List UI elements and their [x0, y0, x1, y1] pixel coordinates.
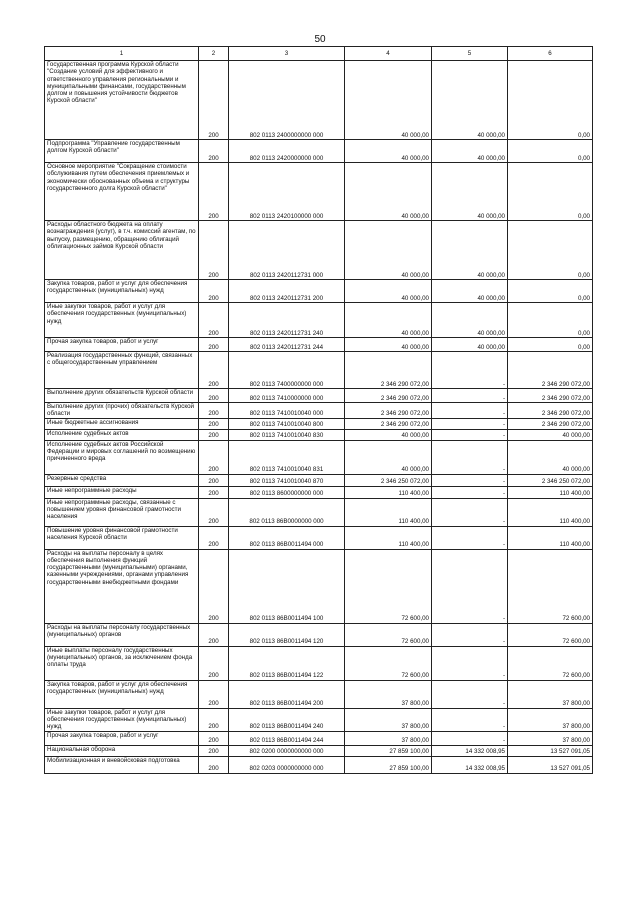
table-row	[45, 623, 593, 646]
row-code-200: 200	[199, 163, 229, 221]
row-value-approved: 27 859 100,00	[345, 745, 432, 756]
row-name: Выполнение других (прочих) обязательств Курской области	[45, 403, 199, 419]
row-value-approved: 72 600,00	[345, 549, 432, 623]
row-value-remaining: 40 000,00	[508, 429, 593, 440]
row-value-approved: 110 400,00	[345, 498, 432, 526]
column-header: 6	[508, 47, 593, 61]
row-value-approved: 110 400,00	[345, 486, 432, 498]
row-code-200: 200	[199, 756, 229, 773]
row-value-remaining: 110 400,00	[508, 486, 593, 498]
row-value-remaining: 2 346 290 072,00	[508, 352, 593, 389]
row-value-executed: -	[432, 352, 508, 389]
row-value-approved: 40 000,00	[345, 429, 432, 440]
row-value-approved: 72 600,00	[345, 623, 432, 646]
row-value-remaining: 0,00	[508, 338, 593, 352]
row-classification-code: 802 0113 2420000000 000	[229, 140, 345, 163]
row-value-remaining: 72 600,00	[508, 623, 593, 646]
row-code-200: 200	[199, 680, 229, 708]
table-row	[45, 352, 593, 389]
table-row	[45, 526, 593, 549]
row-classification-code: 802 0113 86B0011494 122	[229, 646, 345, 680]
row-value-executed: -	[432, 680, 508, 708]
row-value-executed: -	[432, 526, 508, 549]
column-header: 3	[229, 47, 345, 61]
row-name: Мобилизационная и вневойсковая подготовка	[45, 756, 199, 773]
row-value-remaining: 13 527 091,05	[508, 745, 593, 756]
row-value-approved: 2 346 290 072,00	[345, 352, 432, 389]
table-row	[45, 221, 593, 280]
row-value-approved: 37 800,00	[345, 680, 432, 708]
table-row	[45, 61, 593, 140]
row-value-executed: 40 000,00	[432, 221, 508, 280]
table-row	[45, 549, 593, 623]
row-value-approved: 2 346 250 072,00	[345, 474, 432, 486]
row-code-200: 200	[199, 623, 229, 646]
row-code-200: 200	[199, 221, 229, 280]
row-value-remaining: 13 527 091,05	[508, 756, 593, 773]
row-name: Повышение уровня финансовой грамотности населения Курской области	[45, 526, 199, 549]
row-value-executed: 40 000,00	[432, 280, 508, 303]
row-code-200: 200	[199, 498, 229, 526]
table-row	[45, 646, 593, 680]
table-row	[45, 163, 593, 221]
table-row	[45, 429, 593, 440]
row-value-executed: -	[432, 623, 508, 646]
row-value-remaining: 110 400,00	[508, 526, 593, 549]
table-row	[45, 140, 593, 163]
column-header: 5	[432, 47, 508, 61]
row-value-remaining: 0,00	[508, 61, 593, 140]
row-name: Иные непрограммные расходы, связанные с повышением уровня финансовой грамотности населения	[45, 498, 199, 526]
row-code-200: 200	[199, 708, 229, 731]
row-code-200: 200	[199, 303, 229, 338]
row-classification-code: 802 0113 2420112731 240	[229, 303, 345, 338]
row-code-200: 200	[199, 418, 229, 429]
row-code-200: 200	[199, 338, 229, 352]
row-value-remaining: 0,00	[508, 221, 593, 280]
row-name: Иные закупки товаров, работ и услуг для обеспечения государственных (муниципальных) нужд	[45, 708, 199, 731]
column-header: 4	[345, 47, 432, 61]
row-value-remaining: 2 346 290 072,00	[508, 403, 593, 419]
row-value-executed: 40 000,00	[432, 303, 508, 338]
row-classification-code: 802 0113 86B0011494 100	[229, 549, 345, 623]
row-value-executed: -	[432, 731, 508, 745]
row-name: Национальная оборона	[45, 745, 199, 756]
row-code-200: 200	[199, 61, 229, 140]
row-classification-code: 802 0113 7410010040 000	[229, 403, 345, 419]
row-value-remaining: 2 346 290 072,00	[508, 418, 593, 429]
row-value-approved: 40 000,00	[345, 338, 432, 352]
row-name: Расходы на выплаты персоналу в целях обеспечения выполнения функций государственными (муниципальными) органами, казенными учреждениями, органами управления государственными внебюджетными фондами	[45, 549, 199, 623]
row-value-remaining: 37 800,00	[508, 708, 593, 731]
row-classification-code: 802 0113 7400000000 000	[229, 352, 345, 389]
row-value-executed: 40 000,00	[432, 140, 508, 163]
row-code-200: 200	[199, 474, 229, 486]
row-value-approved: 37 800,00	[345, 731, 432, 745]
row-name: Исполнение судебных актов	[45, 429, 199, 440]
row-value-remaining: 72 600,00	[508, 646, 593, 680]
row-value-executed: -	[432, 403, 508, 419]
row-value-approved: 40 000,00	[345, 140, 432, 163]
row-classification-code: 802 0113 86B0011494 200	[229, 680, 345, 708]
table-row	[45, 498, 593, 526]
row-code-200: 200	[199, 280, 229, 303]
row-value-executed: -	[432, 474, 508, 486]
row-classification-code: 802 0200 0000000000 000	[229, 745, 345, 756]
table-row	[45, 680, 593, 708]
row-value-remaining: 37 800,00	[508, 731, 593, 745]
row-classification-code: 802 0113 7410000000 000	[229, 389, 345, 403]
table-row	[45, 731, 593, 745]
row-code-200: 200	[199, 486, 229, 498]
row-classification-code: 802 0113 86B0000000 000	[229, 498, 345, 526]
row-name: Государственная программа Курской области "Создание условий для эффективного и ответственного управления региональными и муниципальными финансами, государственным долгом и повышения устойчивости бюджетов Курской области"	[45, 61, 199, 140]
row-value-approved: 27 859 100,00	[345, 756, 432, 773]
row-classification-code: 802 0113 2420100000 000	[229, 163, 345, 221]
row-value-remaining: 72 600,00	[508, 549, 593, 623]
row-value-approved: 40 000,00	[345, 61, 432, 140]
row-classification-code: 802 0113 7410010040 800	[229, 418, 345, 429]
row-classification-code: 802 0113 2420112731 200	[229, 280, 345, 303]
table-row	[45, 303, 593, 338]
row-value-approved: 40 000,00	[345, 280, 432, 303]
row-value-remaining: 0,00	[508, 140, 593, 163]
row-code-200: 200	[199, 140, 229, 163]
row-value-executed: -	[432, 486, 508, 498]
row-classification-code: 802 0113 86B0011494 120	[229, 623, 345, 646]
row-code-200: 200	[199, 745, 229, 756]
row-value-approved: 37 800,00	[345, 708, 432, 731]
row-value-executed: 14 332 008,95	[432, 745, 508, 756]
row-classification-code: 802 0113 7410010040 831	[229, 440, 345, 474]
row-classification-code: 802 0113 86B0011494 244	[229, 731, 345, 745]
row-classification-code: 802 0113 7410010040 830	[229, 429, 345, 440]
row-value-approved: 40 000,00	[345, 163, 432, 221]
row-value-executed: -	[432, 389, 508, 403]
row-value-remaining: 0,00	[508, 303, 593, 338]
row-value-remaining: 110 400,00	[508, 498, 593, 526]
row-value-executed: 40 000,00	[432, 163, 508, 221]
table-header-row	[45, 47, 593, 61]
row-name: Резервные средства	[45, 474, 199, 486]
row-name: Реализация государственных функций, связанных с общегосударственным управлением	[45, 352, 199, 389]
row-name: Выполнение других обязательств Курской области	[45, 389, 199, 403]
row-name: Закупка товаров, работ и услуг для обеспечения государственных (муниципальных) нужд	[45, 680, 199, 708]
row-name: Закупка товаров, работ и услуг для обеспечения государственных (муниципальных) нужд	[45, 280, 199, 303]
table-row	[45, 440, 593, 474]
row-value-remaining: 0,00	[508, 163, 593, 221]
row-value-approved: 2 346 290 072,00	[345, 389, 432, 403]
row-name: Расходы на выплаты персоналу государственных (муниципальных) органов	[45, 623, 199, 646]
row-code-200: 200	[199, 731, 229, 745]
table-row	[45, 745, 593, 756]
row-classification-code: 802 0113 86B0011494 000	[229, 526, 345, 549]
row-value-approved: 110 400,00	[345, 526, 432, 549]
row-classification-code: 802 0113 8600000000 000	[229, 486, 345, 498]
row-name: Исполнение судебных актов Российской Федерации и мировых соглашений по возмещению причиненного вреда	[45, 440, 199, 474]
row-name: Расходы областного бюджета на оплату вознаграждения (услуг), в т.ч. комиссий агентам, по выпуску, размещению, обращению облигаций облигационных займов Курской области	[45, 221, 199, 280]
row-value-executed: -	[432, 418, 508, 429]
column-header: 1	[45, 47, 199, 61]
row-value-executed: -	[432, 549, 508, 623]
budget-table	[44, 46, 593, 774]
row-name: Иные выплаты персоналу государственных (муниципальных) органов, за исключением фонда оплаты труда	[45, 646, 199, 680]
row-name: Иные непрограммные расходы	[45, 486, 199, 498]
table-row	[45, 389, 593, 403]
row-value-executed: 14 332 008,95	[432, 756, 508, 773]
row-value-approved: 72 600,00	[345, 646, 432, 680]
row-value-executed: -	[432, 708, 508, 731]
table-row	[45, 708, 593, 731]
row-classification-code: 802 0113 2420112731 000	[229, 221, 345, 280]
row-value-executed: -	[432, 498, 508, 526]
row-name: Прочая закупка товаров, работ и услуг	[45, 338, 199, 352]
row-name: Иные закупки товаров, работ и услуг для обеспечения государственных (муниципальных) нужд	[45, 303, 199, 338]
table-row	[45, 486, 593, 498]
row-code-200: 200	[199, 646, 229, 680]
table-row	[45, 280, 593, 303]
row-value-executed: -	[432, 646, 508, 680]
row-code-200: 200	[199, 389, 229, 403]
row-value-executed: -	[432, 440, 508, 474]
table-row	[45, 418, 593, 429]
row-value-executed: 40 000,00	[432, 338, 508, 352]
row-value-approved: 40 000,00	[345, 221, 432, 280]
row-value-approved: 40 000,00	[345, 440, 432, 474]
table-row	[45, 756, 593, 773]
row-value-executed: -	[432, 429, 508, 440]
row-value-executed: 40 000,00	[432, 61, 508, 140]
column-header: 2	[199, 47, 229, 61]
row-code-200: 200	[199, 352, 229, 389]
row-code-200: 200	[199, 429, 229, 440]
row-classification-code: 802 0203 0000000000 000	[229, 756, 345, 773]
row-value-remaining: 40 000,00	[508, 440, 593, 474]
row-name: Иные бюджетные ассигнования	[45, 418, 199, 429]
row-value-remaining: 37 800,00	[508, 680, 593, 708]
row-value-remaining: 0,00	[508, 280, 593, 303]
row-code-200: 200	[199, 549, 229, 623]
row-name: Подпрограмма "Управление государственным долгом Курской области"	[45, 140, 199, 163]
row-name: Прочая закупка товаров, работ и услуг	[45, 731, 199, 745]
row-name: Основное мероприятие "Сокращение стоимости обслуживания путем обеспечения приемлемых и экономически обоснованных объема и структуры государственного долга Курской области"	[45, 163, 199, 221]
row-classification-code: 802 0113 7410010040 870	[229, 474, 345, 486]
row-classification-code: 802 0113 2400000000 000	[229, 61, 345, 140]
row-classification-code: 802 0113 2420112731 244	[229, 338, 345, 352]
row-value-remaining: 2 346 290 072,00	[508, 389, 593, 403]
table-row	[45, 474, 593, 486]
row-code-200: 200	[199, 526, 229, 549]
table-row	[45, 338, 593, 352]
row-code-200: 200	[199, 403, 229, 419]
row-value-approved: 40 000,00	[345, 303, 432, 338]
table-row	[45, 403, 593, 419]
row-value-approved: 2 346 290 072,00	[345, 403, 432, 419]
row-value-remaining: 2 346 250 072,00	[508, 474, 593, 486]
row-value-approved: 2 346 290 072,00	[345, 418, 432, 429]
row-code-200: 200	[199, 440, 229, 474]
page-number: 50	[314, 34, 326, 45]
row-classification-code: 802 0113 86B0011494 240	[229, 708, 345, 731]
